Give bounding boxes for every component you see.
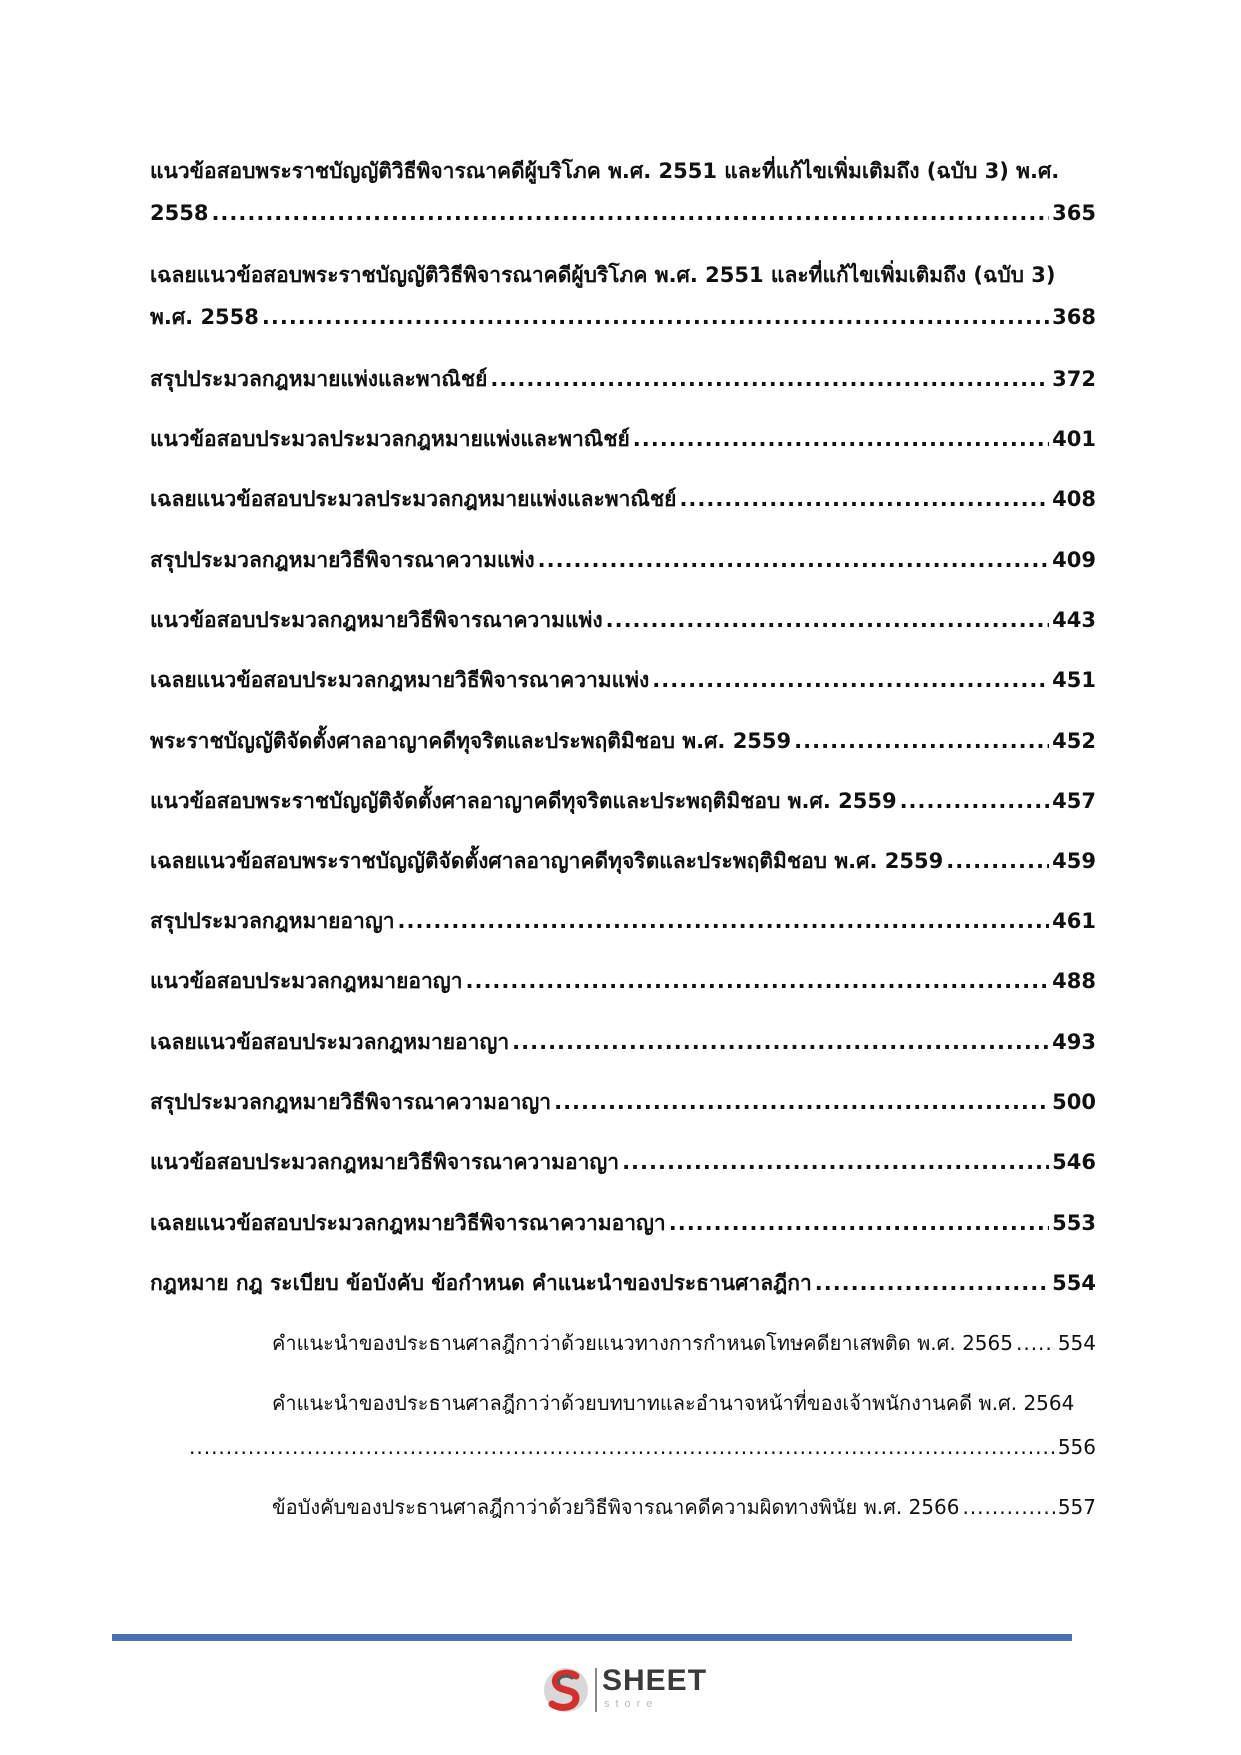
toc-entry-title: แนวข้อสอบประมวลกฎหมายวิธีพิจารณาความแพ่ง xyxy=(150,608,603,632)
toc-page-number: 500 xyxy=(1052,1090,1096,1114)
toc-page-number: 488 xyxy=(1052,969,1096,993)
dot-leader xyxy=(554,1087,1049,1117)
toc-entry[interactable] xyxy=(150,1208,1096,1238)
toc-entry-title: เฉลยแนวข้อสอบประมวลกฎหมายอาญา xyxy=(150,1030,510,1054)
dot-leader xyxy=(606,605,1050,635)
toc-entry[interactable] xyxy=(150,906,1096,936)
toc-entry[interactable] xyxy=(150,1147,1096,1177)
dot-leader xyxy=(262,302,1049,332)
toc-entry-title: สรุปประมวลกฎหมายอาญา xyxy=(150,909,395,933)
toc-page-number: 409 xyxy=(1052,548,1096,572)
toc-entry-title: เฉลยแนวข้อสอบพระราชบัญญัติจัดตั้งศาลอาญาคดีทุจริตและประพฤติมิชอบ พ.ศ. 2559 xyxy=(150,849,944,873)
toc-entry-title: แนวข้อสอบพระราชบัญญัติจัดตั้งศาลอาญาคดีทุจริตและประพฤติมิชอบ พ.ศ. 2559 xyxy=(150,789,897,813)
toc-entry[interactable] xyxy=(150,726,1096,756)
dot-leader xyxy=(538,545,1050,575)
toc-entry-title: 2558 xyxy=(150,201,209,225)
toc-page-number: 457 xyxy=(1052,789,1096,813)
toc-entry-title: แนวข้อสอบประมวลกฎหมายอาญา xyxy=(150,969,463,993)
toc-page-number: 401 xyxy=(1052,427,1096,451)
toc-entry-title: สรุปประมวลกฎหมายแพ่งและพาณิชย์ xyxy=(150,367,488,391)
toc-entry-title: แนวข้อสอบประมวลกฎหมายวิธีพิจารณาความอาญา xyxy=(150,1150,620,1174)
dot-leader xyxy=(189,1432,1055,1462)
toc-entry[interactable] xyxy=(150,966,1096,996)
toc-page-number: 372 xyxy=(1052,367,1096,391)
toc-entry[interactable] xyxy=(150,605,1096,635)
toc-entry-title: แนวข้อสอบประมวลประมวลกฎหมายแพ่งและพาณิชย์ xyxy=(150,427,630,451)
dot-leader xyxy=(1016,1328,1055,1358)
dot-leader xyxy=(622,1147,1049,1177)
dot-leader xyxy=(962,1492,1054,1522)
toc-entry-title: สรุปประมวลกฎหมายวิธีพิจารณาความแพ่ง xyxy=(150,548,535,572)
toc-page-number: 365 xyxy=(1052,201,1096,225)
toc-sub-entry[interactable] xyxy=(186,1388,1096,1462)
toc-entry[interactable] xyxy=(150,260,1096,332)
logo-text: SHEET xyxy=(602,1664,708,1697)
dot-leader xyxy=(669,1208,1049,1238)
toc-page-number: 408 xyxy=(1052,487,1096,511)
toc-page-number: 546 xyxy=(1052,1150,1096,1174)
dot-leader xyxy=(652,665,1049,695)
toc-page-number: 557 xyxy=(1057,1495,1096,1519)
toc-entry[interactable] xyxy=(150,1027,1096,1057)
toc-entry[interactable] xyxy=(150,786,1096,816)
toc-page-number: 459 xyxy=(1052,849,1096,873)
toc-entry-title: พ.ศ. 2558 xyxy=(150,305,259,329)
dot-leader xyxy=(946,846,1049,876)
toc-entry[interactable] xyxy=(150,1268,1096,1298)
sheet-store-logo xyxy=(542,1664,712,1720)
toc-entry[interactable] xyxy=(150,665,1096,695)
toc-entry-title: กฎหมาย กฎ ระเบียบ ข้อบังคับ ข้อกำหนด คำแนะนำของประธานศาลฎีกา xyxy=(150,1271,812,1295)
toc-sub-entry[interactable] xyxy=(272,1328,1096,1358)
toc-page-number: 452 xyxy=(1052,729,1096,753)
dot-leader xyxy=(398,906,1050,936)
toc-entry[interactable] xyxy=(150,424,1096,454)
toc-entry[interactable] xyxy=(150,1087,1096,1117)
toc-page-number: 554 xyxy=(1057,1331,1096,1355)
sheet-store-logo-icon xyxy=(542,1664,592,1716)
toc-entry[interactable] xyxy=(150,545,1096,575)
toc-entry[interactable] xyxy=(150,484,1096,514)
toc-entry-title: เฉลยแนวข้อสอบประมวลกฎหมายวิธีพิจารณาความแพ่ง xyxy=(150,668,650,692)
toc-entry-title: ข้อบังคับของประธานศาลฎีกาว่าด้วยวิธีพิจารณาคดีความผิดทางพินัย พ.ศ. 2566 xyxy=(272,1495,960,1519)
dot-leader xyxy=(211,198,1049,228)
toc-page-number: 553 xyxy=(1052,1211,1096,1235)
toc-page-number: 443 xyxy=(1052,608,1096,632)
toc-entry-title: สรุปประมวลกฎหมายวิธีพิจารณาความอาญา xyxy=(150,1090,552,1114)
toc-page-number: 493 xyxy=(1052,1030,1096,1054)
toc-page-number: 368 xyxy=(1052,305,1096,329)
toc-entry-title: คำแนะนำของประธานศาลฎีกาว่าด้วยแนวทางการกำหนดโทษคดียาเสพติด พ.ศ. 2565 xyxy=(272,1331,1013,1355)
toc-page-number: 556 xyxy=(1057,1435,1096,1459)
toc-sub-entry[interactable] xyxy=(272,1492,1096,1522)
dot-leader xyxy=(815,1268,1049,1298)
toc-entry-title: เฉลยแนวข้อสอบประมวลประมวลกฎหมายแพ่งและพาณิชย์ xyxy=(150,487,677,511)
toc-entry-title: พระราชบัญญัติจัดตั้งศาลอาญาคดีทุจริตและประพฤติมิชอบ พ.ศ. 2559 xyxy=(150,729,792,753)
toc-entry-title-line1: เฉลยแนวข้อสอบพระราชบัญญัติวิธีพิจารณาคดีผู้บริโภค พ.ศ. 2551 และที่แก้ไขเพิ่มเติมถึง (ฉบับ 3) xyxy=(150,263,1056,287)
dot-leader xyxy=(490,364,1049,394)
dot-leader xyxy=(900,786,1050,816)
toc-entry-title-line1: คำแนะนำของประธานศาลฎีกาว่าด้วยบทบาทและอำนาจหน้าที่ของเจ้าพนักงานคดี พ.ศ. 2564 xyxy=(272,1391,1075,1415)
toc-entry[interactable] xyxy=(150,364,1096,394)
toc-page-number: 554 xyxy=(1052,1271,1096,1295)
toc-entry[interactable] xyxy=(150,846,1096,876)
toc-entry-title-line1: แนวข้อสอบพระราชบัญญัติวิธีพิจารณาคดีผู้บริโภค พ.ศ. 2551 และที่แก้ไขเพิ่มเติมถึง (ฉบับ 3) พ.ศ. xyxy=(150,159,1060,183)
dot-leader xyxy=(794,726,1049,756)
footer-rule xyxy=(112,1634,1072,1641)
toc-entry[interactable] xyxy=(150,156,1096,228)
logo-divider xyxy=(595,1668,597,1712)
toc-page-number: 461 xyxy=(1052,909,1096,933)
dot-leader xyxy=(466,966,1050,996)
dot-leader xyxy=(633,424,1049,454)
logo-subtext: store xyxy=(604,1698,659,1710)
toc-page-number: 451 xyxy=(1052,668,1096,692)
dot-leader xyxy=(512,1027,1049,1057)
toc-entry-title: เฉลยแนวข้อสอบประมวลกฎหมายวิธีพิจารณาความอาญา xyxy=(150,1211,666,1235)
dot-leader xyxy=(679,484,1049,514)
